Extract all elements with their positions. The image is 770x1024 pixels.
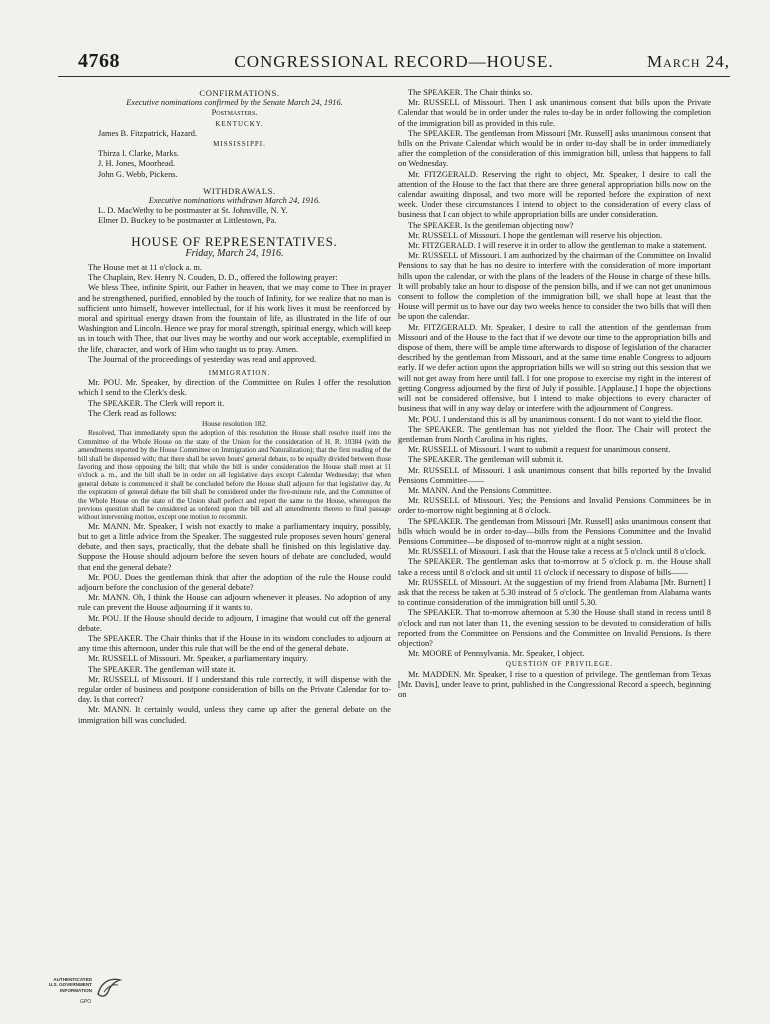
body-paragraph: The House met at 11 o'clock a. m. [88,263,202,273]
prayer-paragraph: We bless Thee, infinite Spirit, our Father in heaven, that we may come to Thee in prayer and be strengthened, purified, ennobled by the touch of Infinity, for we realize that no man is sufficient unto himself, however intellectual, for if his work lives it must be reenforced by moral and spiritual energy drawn from the fountain of life, as illustrated in the life of our Washington and Lincoln. Hence we pray for moral strength, spiritual energy, which will keep us in touch with Thee, that our lives may be worthy and our work acceptable, exemplified in the life, character, and work of Him who taught us to pray. Amen. [78,283,391,354]
body-paragraph: The SPEAKER. That to-morrow afternoon at 5.30 the House shall stand in recess until 8 o'clock and run not later than 11, the evening session to be devoted to consideration of bills reported from the Committee on Pensions and the Committee on Invalid Pensions. Is there objection? [398,608,711,648]
body-paragraph: Mr. MOORE of Pennsylvania. Mr. Speaker, I object. [408,649,585,659]
body-paragraph: The Journal of the proceedings of yesterday was read and approved. [88,354,317,364]
body-paragraph: The SPEAKER. The gentleman from Missouri [Mr. Russell] asks unanimous consent that bills which would be in order to-day—bills from the Pensions Committee and the Invalid Pensions Committee—be disposed of to-morrow night at a night session. [398,516,711,546]
body-paragraph: Mr. MANN. And the Pensions Committee. [408,485,552,495]
state-heading-kentucky: KENTUCKY. [215,119,264,128]
immigration-heading: IMMIGRATION. [208,369,271,378]
body-paragraph: Mr. POU. Does the gentleman think that after the adoption of the rule the House could adjourn before the conclusion of the general debate? [78,572,391,592]
body-paragraph: Mr. FITZGERALD. I will reserve it in order to allow the gentleman to make a statement. [408,241,707,251]
body-paragraph: The SPEAKER. The Chair thinks that if the House in its wisdom concludes to adjourn at any time this afternoon, under this rule that will be the end of the general debate. [78,634,391,654]
body-paragraph: Mr. MANN. It certainly would, unless they came up after the general debate on the immigration bill was concluded. [78,705,391,725]
logo-text: AUTHENTICATED U.S. GOVERNMENT INFORMATION [48,977,92,993]
right-column [398,88,711,1000]
body-paragraph: Mr. MANN. Oh, I think the House can adjourn whenever it pleases. No adoption of any rule can prevent the House adjourning if it wants to. [78,593,391,613]
body-paragraph: The SPEAKER. Is the gentleman objecting now? [408,220,574,230]
body-paragraph: Mr. FITZGERALD. Reserving the right to object, Mr. Speaker, I desire to call the attention of the House to the fact that there are three general appropriation bills now on the calendar awaiting disposal, and two more will be reported before the expiration of next week. Under these circumstances I intend to object to the consideration of every class of business that I can object to while appropriation bills are under consideration. [398,169,711,220]
body-paragraph: Mr. RUSSELL of Missouri. Yes; the Pensions and Invalid Pensions Committees be in order to-morrow night beginning at 8 o'clock. [398,496,711,516]
withdrawal-line: L. D. MacWethy to be postmaster at St. Johnsville, N. Y. [98,206,288,216]
confirmations-heading: CONFIRMATIONS. [199,88,280,98]
body-paragraph: Mr. RUSSELL of Missouri. I ask that the House take a recess at 5 o'clock until 8 o'clock. [408,547,707,557]
body-paragraph: Mr. MANN. Mr. Speaker, I wish not exactly to make a parliamentary inquiry, possibly, but to get a little advice from the Speaker. The suggested rule proposes seven hours' general debate, and then says, practically, that the debate shall be finished on this legislative day. Suppose the House should adjourn before the seven hours of debate are concluded, would that end the general debate? [78,521,391,572]
state-heading-mississippi: MISSISSIPPI. [213,140,266,149]
body-paragraph: The SPEAKER. The gentleman from Missouri [Mr. Russell] asks unanimous consent that bills on the Private Calendar which would be in order to-day shall be in order immediately after the completion of the consideration of this immigration bill, unless that happens to fall on Wednesday. [398,128,711,169]
body-paragraph: Mr. RUSSELL of Missouri. At the suggestion of my friend from Alabama [Mr. Burnett] I ask that the recess be taken at 5.30 instead of 5 o'clock. The gentleman from Alabama wants to continue consideration of the immigration bill until 5.30. [398,577,711,608]
body-paragraph: Mr. FITZGERALD. Mr. Speaker, I desire to call the attention of the gentleman from Missouri and of the House to the fact that if we devote our time to the appropriation bills and dispose of them, there will be ample time afterwards to dispose of legislation of the character described by the gentleman from Missouri, and at the same time enable Congress to adjourn early. If we defer action upon the appropriation bills we will so string out this session that we will not get away from here until fall. I for one propose to exercise my right in the interest of getting Congress adjourned by the first of July if possible. [Applause.] I hope the objections will not be considered offensive, but I intend to make objections to every character of business that will in any way delay or interfere with the adjournment of Congress. [398,322,711,414]
body-paragraph: Mr. POU. I understand this is all by unanimous consent. I do not want to yield the floor. [408,414,703,424]
page-number: 4768 [78,50,120,72]
body-paragraph: The SPEAKER. The gentleman will state it. [88,664,236,674]
page-header [58,50,730,77]
body-paragraph: The SPEAKER. The Chair thinks so. [408,88,533,97]
body-paragraph: The SPEAKER. The gentleman will submit it. [408,455,564,465]
nominee-line: John G. Webb, Pickens. [98,169,178,179]
withdrawals-subheading: Executive nominations withdrawn March 24, 1916. [148,196,321,206]
body-paragraph: Mr. RUSSELL of Missouri. I hope the gentleman will reserve his objection. [408,230,663,240]
house-heading: HOUSE OF REPRESENTATIVES. [131,233,338,249]
body-paragraph: Mr. RUSSELL of Missouri. Mr. Speaker, a parliamentary inquiry. [88,654,309,664]
nominee-line: J. H. Jones, Moorhead. [98,159,175,169]
body-paragraph: Mr. RUSSELL of Missouri. Then I ask unanimous consent that bills upon the Private Calendar that would be in order under the rules to-day be in order following the completion of the immigration bill as provided in this rule. [398,98,711,128]
body-paragraph: Mr. POU. Mr. Speaker, by direction of the Committee on Rules I offer the resolution which I send to the Clerk's desk. [78,378,391,398]
resolution-text: Resolved, That immediately upon the adoption of this resolution the House shall resolve itself into the Committee of the Whole House on the state of the Union for the consideration of H. R. 10384 (with the amendments reported by the House Committee on Immigration and Naturalization); that the first reading of the bill shall be dispensed with; that there shall be seven hours' general debate, to be equally divided between those favoring and those opposing the bill; that while the bill is under consideration the House shall meet at 11 o'clock a. m., and the bill shall be in order on all legislative days except Calendar Wednesday; that when general debate is commenced it shall be concluded before the House shall adjourn for that legislative day. At the expiration of general debate the bill shall be considered under the five-minute rule, and the Committee of the Whole House on the state of the Union shall perfect and report the same to the House, whereupon the previous question shall be considered as ordered upon the bill and all amendments thereto to final passage without intervening motion, except one motion to recommit. [78,429,391,522]
eagle-icon [94,974,124,1004]
nominee-line: James B. Fitzpatrick, Hazard. [98,128,198,138]
gpo-authentication-logo [40,972,130,1008]
header-date: March 24, [647,52,730,71]
publication-title: CONGRESSIONAL RECORD—HOUSE. [234,52,554,71]
body-paragraph: The SPEAKER. The gentleman asks that to-morrow at 5 o'clock p. m. the House shall take a recess until 8 o'clock and sit until 11 o'clock if necessary to dispose of bills—— [398,557,711,577]
postmasters-heading: Postmasters. [211,108,258,118]
body-paragraph: Mr. RUSSELL of Missouri. I am authorized by the chairman of the Committee on Invalid Pensions to say that he has no desire to interfere with the consideration of more important bills upon the calendar, or with the plans of the leaders of the House in charge of these bills. It will probably take an hour to dispose of the pension bills, and if we can not get unanimous consent to follow the completion of the immigration bill, we shall hope at least that the House will permit us to have our day two weeks hence to consider the two bills that will then be upon the calendar. [398,251,711,322]
resolution-title: House resolution 182. [201,419,268,429]
left-column [78,88,391,1000]
withdrawal-line: Elmer D. Buckey to be postmaster at Littlestown, Pa. [98,216,277,226]
body-paragraph: Mr. RUSSELL of Missouri. I ask unanimous consent that bills reported by the Invalid Pensions Committee—— [398,465,711,485]
body-paragraph: The Clerk read as follows: [88,408,177,418]
body-paragraph: The SPEAKER. The gentleman has not yielded the floor. The Chair will protect the gentleman from North Carolina in his rights. [398,424,711,444]
body-paragraph: The SPEAKER. The Clerk will report it. [88,398,225,408]
privilege-heading: QUESTION OF PRIVILEGE. [505,660,614,669]
body-paragraph: Mr. RUSSELL of Missouri. If I understand this rule correctly, it will dispense with the regular order of business and postpone consideration of bills on the Private Calendar for to-day. Is that correct? [78,674,391,705]
nominee-line: Thirza I. Clarke, Marks. [98,149,179,159]
body-paragraph: The Chaplain, Rev. Henry N. Couden, D. D., offered the following prayer: [88,273,338,283]
withdrawals-heading: WITHDRAWALS. [203,185,276,196]
gpo-label: GPO [80,999,92,1005]
session-date: Friday, March 24, 1916. [185,247,284,259]
body-paragraph: Mr. RUSSELL of Missouri. I want to submit a request for unanimous consent. [408,445,671,455]
body-paragraph: Mr. MADDEN. Mr. Speaker, I rise to a question of privilege. The gentleman from Texas [Mr. Davis], under leave to print, published in the Congressional Record a speech, beginning on [398,669,711,699]
body-paragraph: Mr. POU. If the House should decide to adjourn, I imagine that would cut off the general debate. [78,613,391,633]
confirmations-subheading: Executive nominations confirmed by the Senate March 24, 1916. [126,98,343,108]
